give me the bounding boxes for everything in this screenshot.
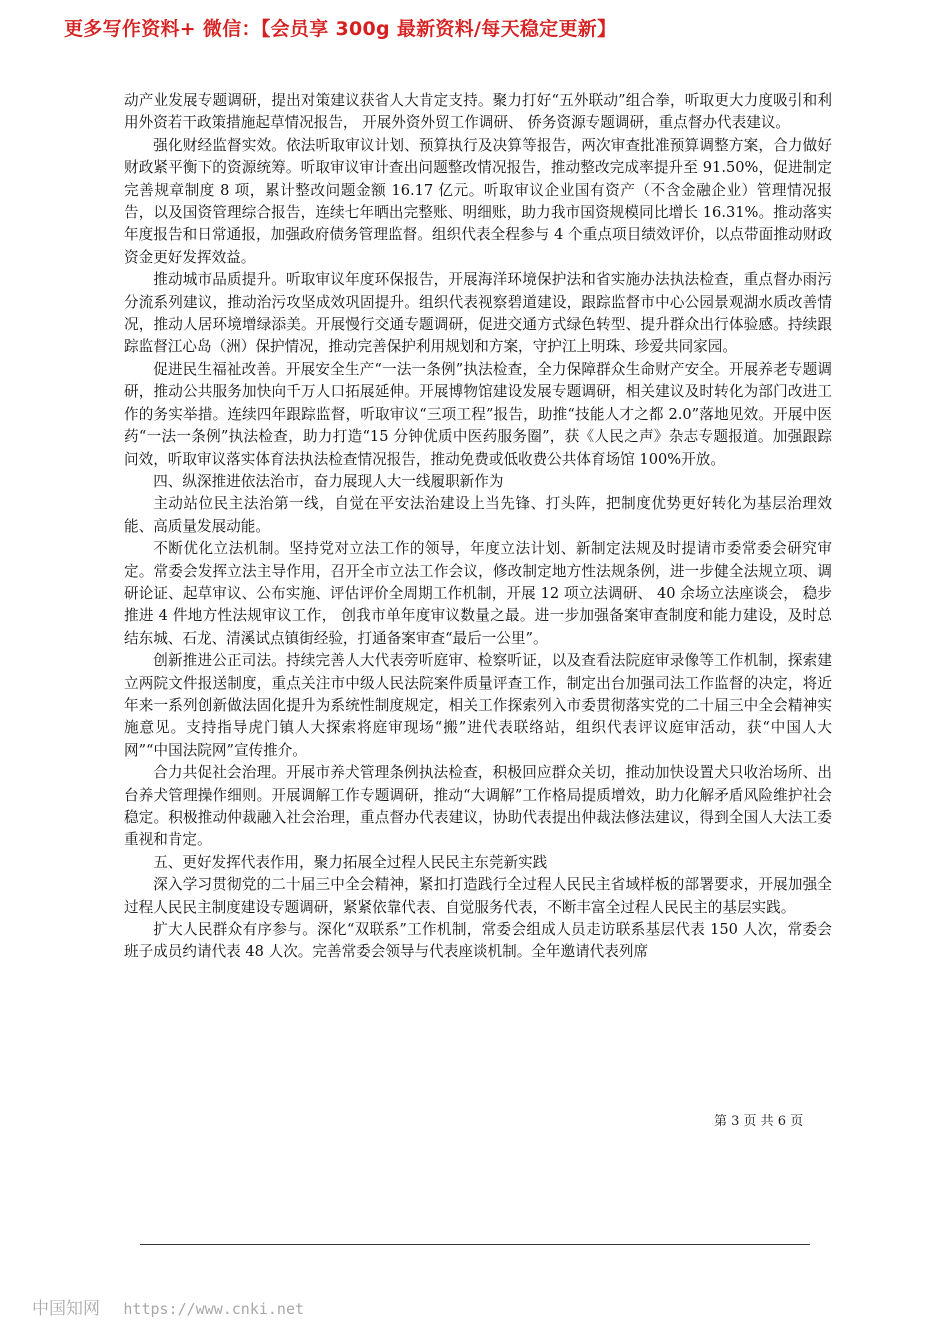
paragraph-city-quality: 推动城市品质提升。听取审议年度环保报告，开展海洋环境保护法和省实施办法执法检查，重点督办雨污分流系列建议，推动治污攻坚成效巩固提升。组织代表视察碧道建设，跟踪监督市中心公园景观湖水质改善情况，推动人居环境增绿添美。开展慢行交通专题调研，促进交通方式绿色转型、提升群众出行体验感。持续跟踪监督江心岛（洲）保护情况，推动完善保护利用规划和方案，守护江上明珠、珍爱共同家园。 [124, 271, 832, 356]
section-heading-five: 五、更好发挥代表作用，聚力拓展全过程人民民主东莞新实践 [153, 853, 548, 871]
watermark-name: 中国知网 [32, 1299, 100, 1319]
document-body [124, 90, 832, 964]
paragraph-continued: 动产业发展专题调研，提出对策建议获省人大肯定支持。聚力打好“五外联动”组合拳，听取更大力度吸引和利用外资若干政策措施起草情况报告， 开展外资外贸工作调研、 侨务资源专题调研，重点督办代表建议。 [124, 92, 832, 132]
page-number: 第 3 页 共 6 页 [714, 1114, 804, 1129]
footer-divider [140, 1244, 810, 1245]
paragraph-judiciary: 创新推进公正司法。持续完善人大代表旁听庭审、检察听证，以及查看法院庭审录像等工作机制，探索建立两院文件报送制度，重点关注市中级人民法院案件质量评查工作，制定出台加强司法工作监督的决定，将近年来一系列创新做法固化提升为系统性制度规定，相关工作探索列入市委贯彻落实党的二十届三中全会精神实施意见。支持指导虎门镇人大探索将庭审现场“搬”进代表联络站，组织代表评议庭审活动，获“中国人大网”“中国法院网”宣传推介。 [124, 652, 832, 759]
paragraph-social-governance: 合力共促社会治理。开展市养犬管理条例执法检查，积极回应群众关切，推动加快设置犬只收治场所、出台养犬管理操作细则。开展调解工作专题调研，推动“大调解”工作格局提质增效，助力化解矛盾风险维护社会稳定。积极推动仲裁融入社会治理，重点督办代表建议，协助代表提出仲裁法修法建议，得到全国人大法工委重视和肯定。 [124, 764, 832, 849]
paragraph-finance-supervision: 强化财经监督实效。依法听取审议计划、预算执行及决算等报告，两次审查批准预算调整方案，合力做好财政紧平衡下的资源统筹。听取审议审计查出问题整改情况报告，推动整改完成率提升至 91.50%，促进制定完善规章制度 8 项，累计整改问题金额 16.17 亿元。听取审议企业国有资产（不含金融企业）管理情况报告，以及国资管理综合报告，连续七年晒出完整账、明细账，助力我市国资规模同比增长 16.31%。推动落实年度报告和日常通报，加强政府债务管理监督。组织代表全程参与 4 个重点项目绩效评价，以点带面推动财政资金更好发挥效益。 [124, 136, 832, 266]
paragraph-legislation: 不断优化立法机制。坚持党对立法工作的领导，年度立法计划、新制定法规及时提请市委常委会研究审定。常委会发挥立法主导作用，召开全市立法工作会议，修改制定地方性法规条例，进一步健全法规立项、调研论证、起草审议、公布实施、评估评价全周期工作机制，开展 12 项立法调研、 40 余场立法座谈会， 稳步推进 4 件地方性法规审议工作， 创我市单年度审议数量之最。进一步加强备案审查制度和能力建设，及时总结东城、石龙、清溪试点镇街经验，打通备案审查“最后一公里”。 [124, 540, 832, 647]
paragraph-public-participation: 扩大人民群众有序参与。深化“双联系”工作机制，常委会组成人员走访联系基层代表 150 人次，常委会班子成员约请代表 48 人次。完善常委会领导与代表座谈机制。全年邀请代表列席 [124, 921, 832, 961]
source-watermark [32, 1294, 304, 1319]
section-heading-four: 四、纵深推进依法治市，奋力展现人大一线履职新作为 [153, 472, 504, 490]
promo-banner: 更多写作资料+ 微信：【会员享 300g 最新资料/每天稳定更新】 [64, 18, 617, 40]
paragraph-livelihood: 促进民生福祉改善。开展安全生产“一法一条例”执法检查，全力保障群众生命财产安全。开展养老专题调研，推动公共服务加快向千万人口拓展延伸。开展博物馆建设发展专题调研，相关建议及时转化为部门改进工作的务实举措。连续四年跟踪监督，听取审议“三项工程”报告，助推“技能人才之都 2.0”落地见效。开展中医药“一法一条例”执法检查，助力打造“15 分钟优质中医药服务圈”，获《人民之声》杂志专题报道。加强跟踪问效，听取审议落实体育法执法检查情况报告，推动免费或低收费公共体育场馆 100%开放。 [124, 360, 832, 468]
paragraph-rule-of-law-intro: 主动站位民主法治第一线，自觉在平安法治建设上当先锋、打头阵，把制度优势更好转化为基层治理效能、高质量发展动能。 [124, 495, 832, 535]
paragraph-democracy-intro: 深入学习贯彻党的二十届三中全会精神，紧扣打造践行全过程人民民主省域样板的部署要求，开展加强全过程人民民主制度建设专题调研，紧紧依靠代表、自觉服务代表，不断丰富全过程人民民主的基层实践。 [124, 876, 832, 916]
watermark-url: https://www.cnki.net [123, 1300, 305, 1318]
